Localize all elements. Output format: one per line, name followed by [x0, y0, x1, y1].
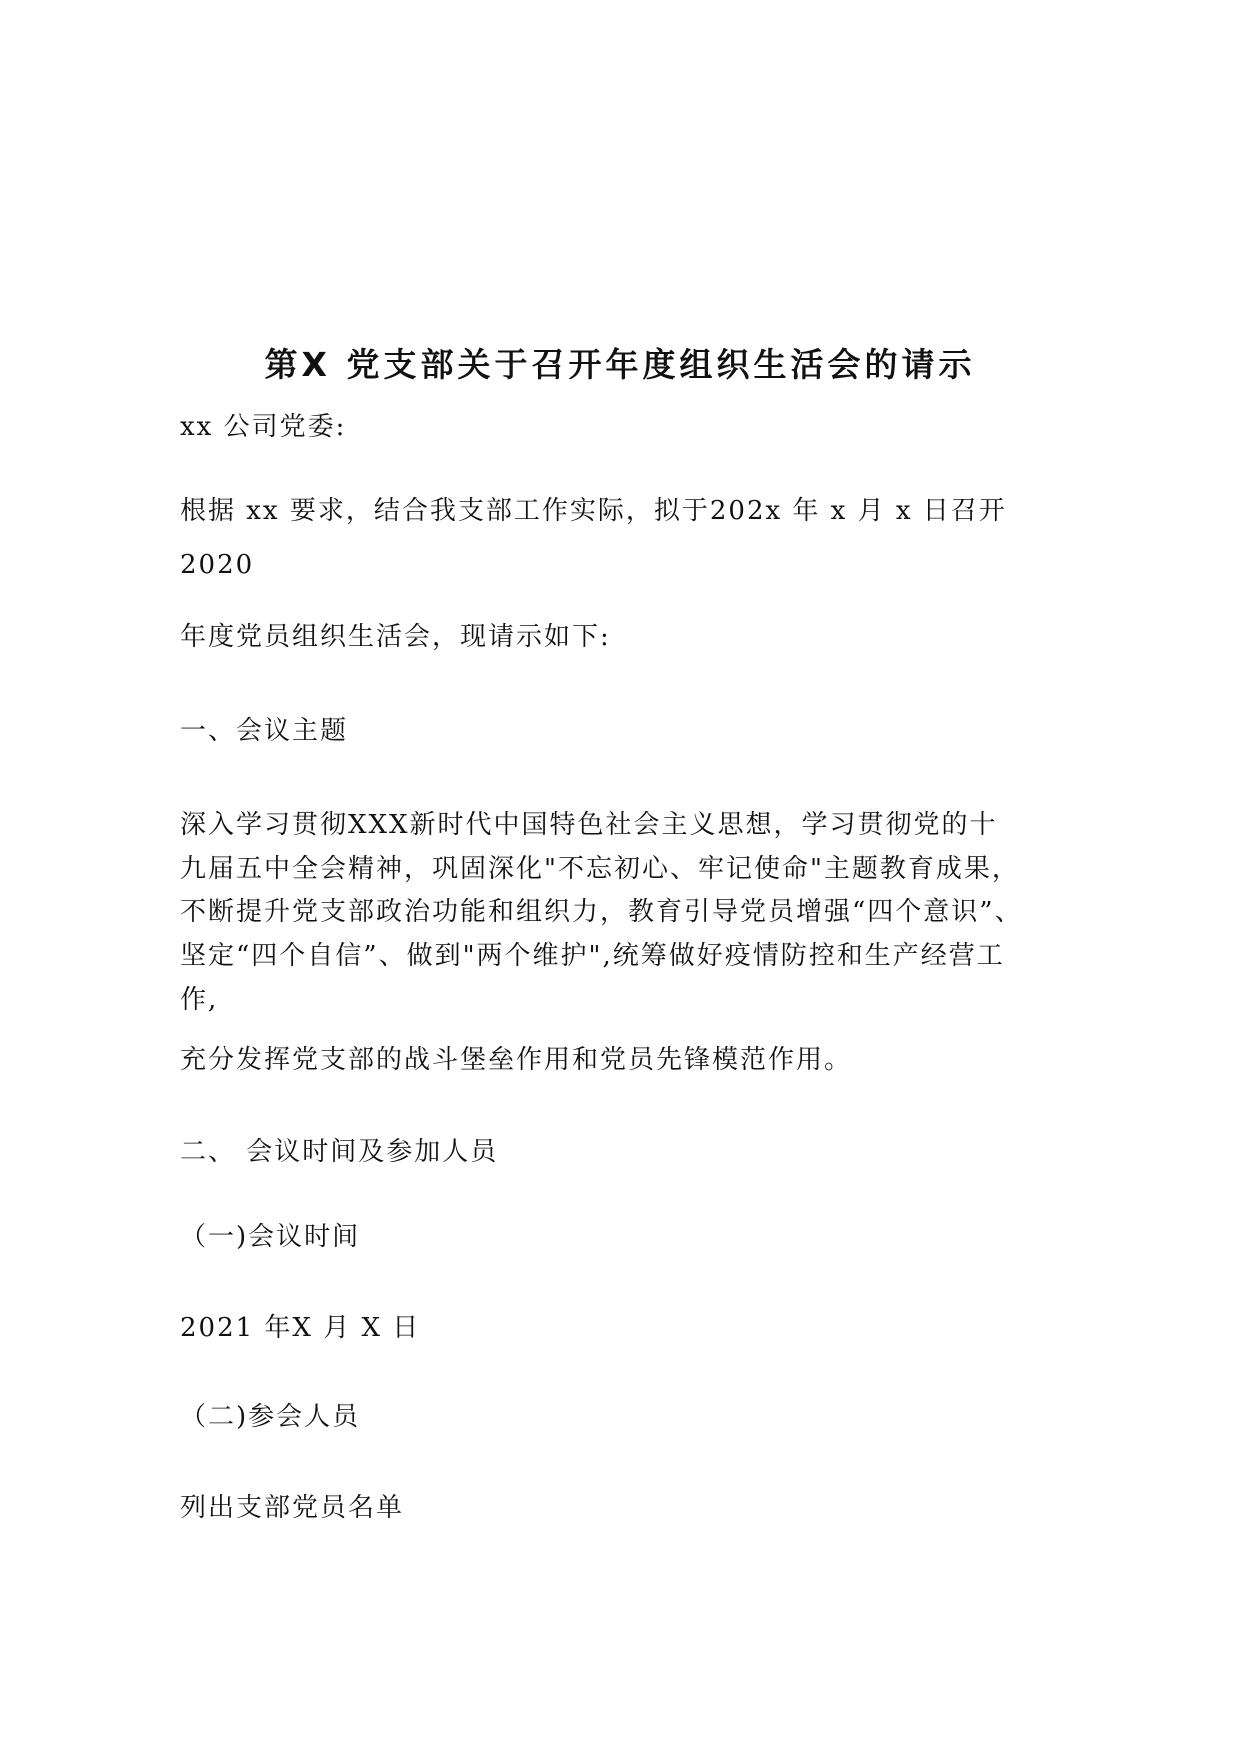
paragraph-line: 充分发挥党支部的战斗堡垒作用和党员先锋模范作用。	[180, 1045, 853, 1075]
intro-line: 根据 xx 要求，结合我支部工作实际，拟于202x 年 x 月 x 日召开	[180, 496, 1007, 526]
section-heading-time-attendees: 二、 会议时间及参加人员	[180, 1137, 499, 1167]
section-heading-topic: 一、会议主题	[180, 716, 349, 746]
paragraph-line: 深入学习贯彻XXX新时代中国特色社会主义思想，学习贯彻党的十	[180, 810, 998, 840]
subsection-heading-time: （一)会议时间	[180, 1222, 361, 1252]
paragraph-line: 坚定“四个自信”、做到"两个维护",统筹做好疫情防控和生产经营工	[180, 941, 1005, 971]
document-title: 第X 党支部关于召开年度组织生活会的请示	[264, 345, 976, 384]
salutation: xx 公司党委:	[180, 412, 347, 442]
intro-line: 年度党员组织生活会，现请示如下:	[180, 622, 611, 652]
paragraph-line: 不断提升党支部政治功能和组织力，教育引导党员增强“四个意识”、	[180, 897, 1023, 927]
intro-line: 2020	[180, 550, 255, 580]
paragraph-line: 九届五中全会精神，巩固深化"不忘初心、牢记使命"主题教育成果，	[180, 854, 1020, 884]
meeting-date: 2021 年X 月 X 日	[180, 1313, 421, 1343]
paragraph-line: 作,	[180, 985, 219, 1015]
attendee-list-note: 列出支部党员名单	[180, 1493, 405, 1523]
subsection-heading-attendees: （二)参会人员	[180, 1402, 361, 1432]
